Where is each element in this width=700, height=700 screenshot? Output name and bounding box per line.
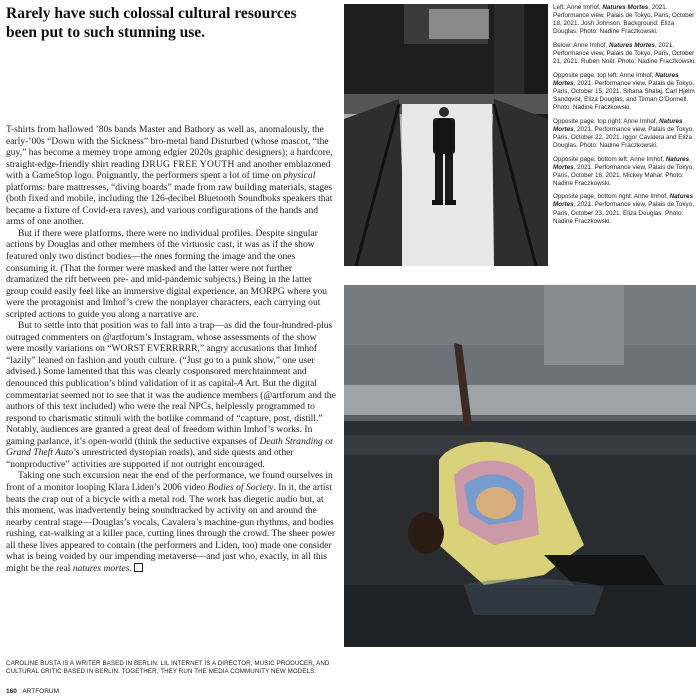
caption-title: Natures Mortes [602, 4, 649, 11]
caption [553, 193, 696, 225]
performer-photo-illustration [344, 285, 696, 647]
caption-title: Natures Mortes [609, 41, 655, 49]
text-run: platforms: bare mattresses, “diving boards” made from raw building materials, stages (both fixed and mobile, including the 126-decibel Bluetooth Soundboks speakers that became a fixture of Covid-era raves), and various configurations of the hands and arms of one another. [6, 181, 333, 228]
author-bio: CAROLINE BUSTA IS A WRITER BASED IN BERLIN. LIL INTERNET IS A DIRECTOR, MUSIC PRODUCER, AND CULTURAL CRITIC BASED IN BERLIN. TOGETHER, THEY RUN THE MEDIA COMMUNITY NEW MODELS. [6, 660, 330, 675]
magazine-name: ARTFORUM [22, 688, 60, 695]
text-run: ’s unrestricted dystopian roads), and side quests and other “nonproductive” activities are supported if not outright encouraged. [6, 447, 294, 470]
paragraph-2: But if there were platforms, there were no individual profiles. Despite singular actions by Douglas and other members of the virtuosic cast, it was as if the show featured only two distinct bodies—the ones forming the image and the ones consuming it. (That the former were masked and the latter were not further dramatized the rift between pre- and mid-pandemic subjects.) Being in the latter group could easily feel like an immersive digital experience, an MORPG where you were the protagonist and Imhof’s crew the nonplayer characters, each carrying out scripted actions to guide you along a narrative arc. [6, 227, 328, 320]
text-run: and another emblazoned with a GameStop logo. Poignantly, the performers spent a lot of time on [6, 158, 331, 182]
text-run: T-shirts from hallowed ’80s bands Master and Bathory as well as, anomalously, the early-’00s “Down with the Sickness” bro-metal band Disturbed (whose mascot, “the guy,” has become a memey trope among edgier 2020s graphic designers); a hardcore, straight-edge-friendly shirt reading [6, 124, 333, 170]
caption-text: , 2021. Performance view, Palais de Tokyo, Paris, October 23, 2021. Eliza Douglas. Photo: Nadine Fraczkowski. [553, 201, 694, 225]
emphasis: A [237, 378, 244, 390]
page-number: 160 [6, 688, 17, 695]
text-run: or [322, 435, 334, 447]
paragraph-1 [6, 124, 336, 228]
caption [553, 118, 696, 150]
caption-title: Natures Mortes [553, 193, 694, 209]
caption-label: Opposite page, bottom right: Anne Imhof, [553, 193, 670, 201]
pull-quote: Rarely have such colossal cultural resources been put to such stunning use. [6, 5, 297, 41]
text-run: Art. But the digital commentariat seemed not to see that it was the audience members (@artforum and the authors of this text included) who were the real NPCs, helplessly programmed to respond to charismatic stimuli with the botlike command of “capture, post, distill.” Notably, audiences are granted a great deal of freedom within Imhof’s works. In gaming parlance, it’s open-world (think the seductive expanses of [6, 378, 336, 447]
end-mark [134, 563, 143, 572]
caption-title: Natures Mortes [553, 71, 679, 87]
performer-in-water-photo [344, 285, 696, 647]
caption [553, 4, 696, 36]
emphasis: Death Stranding [259, 435, 323, 447]
caption-label: Below: Anne Imhof, [553, 41, 610, 49]
text-run: . In it, the artist beats the crap out of a bicycle with a metal rod. The work has diegetic audio but, at this moment, was inadvertently being soundtracked by activity on and around the nearby central stage—Douglas’s vocals, Cavalera’s machine-gun rhythms, and bodies rushing, cat-walking at a killer pace, cutting lines through the crowd. The sheer power all these lives appeared to contain (the performers and Liden, too) made one consider what is being voided by our impending metaverse—and just who, exactly, in all this might be the real [6, 481, 336, 574]
caption-label: Opposite page, top right: Anne Imhof, [553, 117, 660, 125]
caption-label: Left: Anne Imhof, [553, 4, 603, 11]
caption-text: , 2021. Performance view, Palais de Tokyo, Paris, October 15, 2021. Sihana Shalaj, Carl Hjelm Sandqvist, Eliza Douglas, and Tilman O’Donnell. Photo: Nadine Fraczkowski. [553, 79, 695, 112]
emphasis: Bodies of Society [207, 481, 274, 493]
emphasis: Grand Theft Auto [6, 447, 74, 459]
caption [553, 72, 696, 112]
text-run: But to settle into that position was to fall into a trap—as did the four-hundred-plus outraged commenters on @artforum’s Instagram, whose assessments of the show were mostly variations on “WORST EVERRRRR,” angry accusations that Imhof “lazily” leaned on fashion and youth culture. (“Just go to a punk show,” one user advised.) Some lamented that this was clearly cosponsored merchtainment and denounced this publication’s blind validation of it as capital- [6, 320, 333, 390]
caption-text: , 2021. Performance view, Palais de Tokyo, Paris, October 16, 2021. Mickey Mahar. Photo: Nadine Fraczkowski. [553, 163, 694, 187]
article-body [6, 124, 336, 574]
caption [553, 156, 696, 188]
runway-photo-illustration [344, 4, 548, 266]
text-run: Taking one such excursion near the end of the performance, we found ourselves in front of a monitor looping Klara Liden’s 2006 video [6, 470, 333, 493]
caption-title: Natures Mortes [553, 155, 690, 171]
caption-label: Opposite page, bottom left: Anne Imhof, [553, 155, 666, 163]
caption-text: , 2021. Performance view, Palais de Tokyo, Paris, October 21, 2021. Ruben Noël. Photo: Nadine Fraczkowski. [553, 41, 696, 66]
caption-text: , 2021. Performance view, Palais de Tokyo, Paris, October 22, 2021. Iggor Cavalera and Eliza Douglas. Photo: Nadine Fraczkowski. [553, 125, 694, 149]
paragraph-3 [6, 320, 336, 470]
text-run: . [129, 562, 132, 574]
caption-title: Natures Mortes [553, 117, 683, 133]
caption [553, 42, 696, 66]
photo-captions [553, 4, 696, 231]
caption-label: Opposite page, top left: Anne Imhof, [553, 71, 656, 79]
emphasis: physical [283, 170, 316, 182]
small-caps-text: DRUG FREE YOUTH [142, 158, 235, 170]
emphasis: natures mortes [72, 562, 130, 574]
paragraph-4 [6, 470, 336, 574]
runway-photo [344, 4, 548, 266]
caption-text: , 2021. Performance view, Palais de Tokyo, Paris, October 18, 2021. Josh Johnson. Background: Eliza Douglas. Photo: Nadine Fraczkowski. [553, 4, 695, 36]
page-footer [6, 688, 59, 695]
